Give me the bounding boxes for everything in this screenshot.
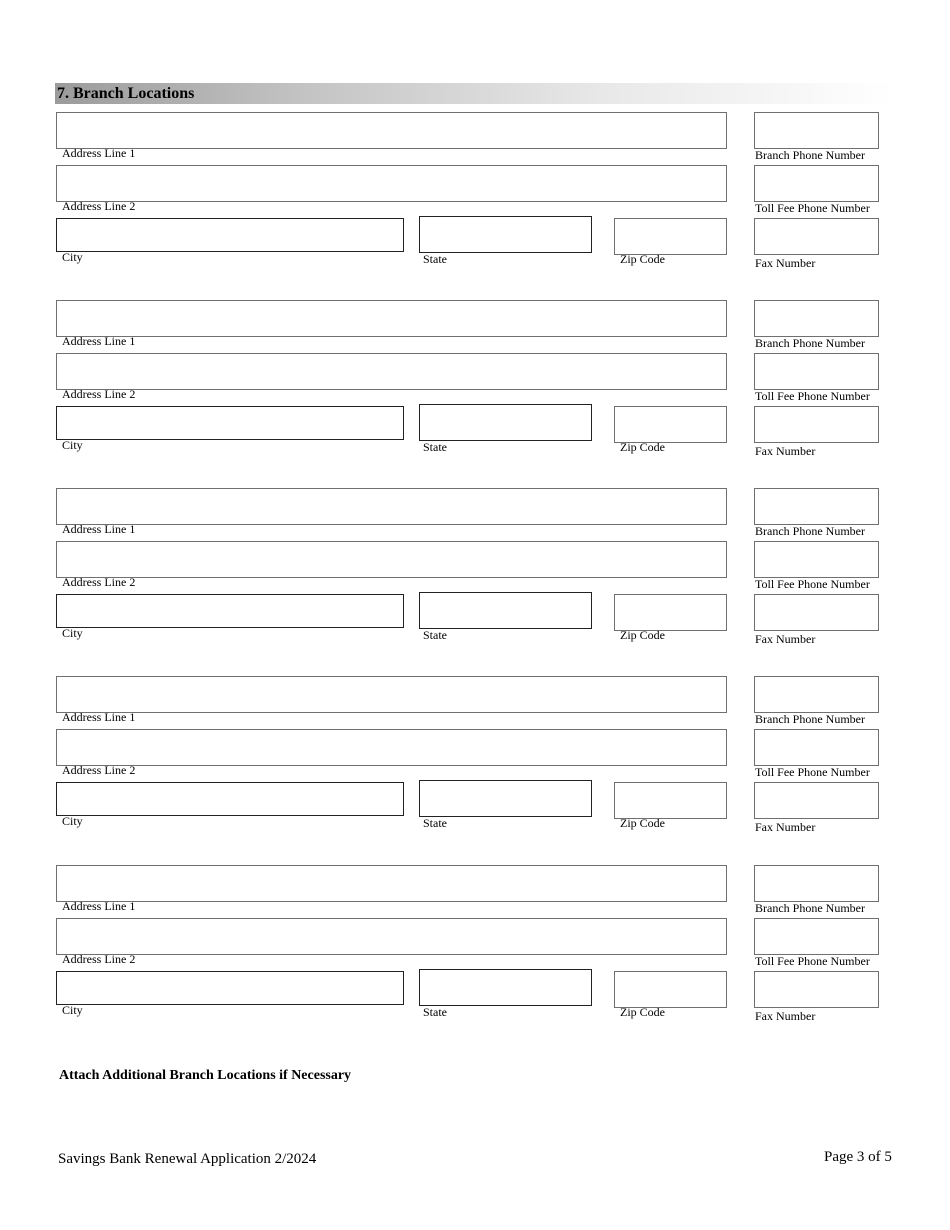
toll-free-phone-label: Toll Fee Phone Number bbox=[755, 389, 870, 403]
fax-number-label: Fax Number bbox=[755, 256, 816, 270]
branch-block-5 bbox=[0, 865, 950, 1035]
zip-code-input[interactable] bbox=[614, 218, 727, 255]
branch-phone-label: Branch Phone Number bbox=[755, 712, 865, 726]
address-line-2-input[interactable] bbox=[56, 729, 727, 766]
state-input[interactable] bbox=[419, 404, 592, 441]
state-label: State bbox=[423, 816, 447, 830]
city-input[interactable] bbox=[56, 782, 404, 816]
state-label: State bbox=[423, 440, 447, 454]
fax-number-input[interactable] bbox=[754, 594, 879, 631]
fax-number-input[interactable] bbox=[754, 406, 879, 443]
toll-free-phone-input[interactable] bbox=[754, 918, 879, 955]
city-input[interactable] bbox=[56, 594, 404, 628]
branch-block-1 bbox=[0, 112, 950, 282]
branch-phone-input[interactable] bbox=[754, 112, 879, 149]
state-label: State bbox=[423, 628, 447, 642]
branch-phone-input[interactable] bbox=[754, 300, 879, 337]
state-label: State bbox=[423, 1005, 447, 1019]
zip-code-label: Zip Code bbox=[620, 440, 665, 454]
toll-free-phone-input[interactable] bbox=[754, 165, 879, 202]
address-line-2-label: Address Line 2 bbox=[62, 575, 136, 589]
toll-free-phone-label: Toll Fee Phone Number bbox=[755, 765, 870, 779]
attach-note: Attach Additional Branch Locations if Necessary bbox=[59, 1068, 352, 1083]
zip-code-label: Zip Code bbox=[620, 628, 665, 642]
branch-phone-label: Branch Phone Number bbox=[755, 901, 865, 915]
fax-number-label: Fax Number bbox=[755, 820, 816, 834]
address-line-2-input[interactable] bbox=[56, 165, 727, 202]
toll-free-phone-label: Toll Fee Phone Number bbox=[755, 577, 870, 591]
city-input[interactable] bbox=[56, 971, 404, 1005]
fax-number-label: Fax Number bbox=[755, 1009, 816, 1023]
city-label: City bbox=[62, 250, 83, 264]
branch-phone-input[interactable] bbox=[754, 488, 879, 525]
state-input[interactable] bbox=[419, 216, 592, 253]
city-input[interactable] bbox=[56, 218, 404, 252]
address-line-1-label: Address Line 1 bbox=[62, 710, 136, 724]
footer-page-number: Page 3 of 5 bbox=[824, 1149, 892, 1165]
state-input[interactable] bbox=[419, 780, 592, 817]
footer-form-name: Savings Bank Renewal Application 2/2024 bbox=[58, 1151, 317, 1167]
toll-free-phone-input[interactable] bbox=[754, 729, 879, 766]
address-line-1-input[interactable] bbox=[56, 112, 727, 149]
fax-number-label: Fax Number bbox=[755, 632, 816, 646]
zip-code-input[interactable] bbox=[614, 971, 727, 1008]
zip-code-input[interactable] bbox=[614, 594, 727, 631]
state-label: State bbox=[423, 252, 447, 266]
address-line-2-input[interactable] bbox=[56, 353, 727, 390]
address-line-2-label: Address Line 2 bbox=[62, 387, 136, 401]
address-line-1-input[interactable] bbox=[56, 300, 727, 337]
section-title: 7. Branch Locations bbox=[57, 85, 195, 102]
toll-free-phone-label: Toll Fee Phone Number bbox=[755, 201, 870, 215]
zip-code-input[interactable] bbox=[614, 406, 727, 443]
city-label: City bbox=[62, 626, 83, 640]
address-line-1-input[interactable] bbox=[56, 676, 727, 713]
zip-code-label: Zip Code bbox=[620, 252, 665, 266]
branch-block-2 bbox=[0, 300, 950, 470]
fax-number-label: Fax Number bbox=[755, 444, 816, 458]
state-input[interactable] bbox=[419, 969, 592, 1006]
branch-phone-input[interactable] bbox=[754, 865, 879, 902]
branch-phone-input[interactable] bbox=[754, 676, 879, 713]
city-label: City bbox=[62, 438, 83, 452]
address-line-1-label: Address Line 1 bbox=[62, 522, 136, 536]
section-header bbox=[55, 83, 895, 104]
branch-phone-label: Branch Phone Number bbox=[755, 148, 865, 162]
toll-free-phone-input[interactable] bbox=[754, 353, 879, 390]
branch-phone-label: Branch Phone Number bbox=[755, 524, 865, 538]
address-line-1-input[interactable] bbox=[56, 865, 727, 902]
fax-number-input[interactable] bbox=[754, 971, 879, 1008]
fax-number-input[interactable] bbox=[754, 218, 879, 255]
city-input[interactable] bbox=[56, 406, 404, 440]
address-line-1-label: Address Line 1 bbox=[62, 146, 136, 160]
fax-number-input[interactable] bbox=[754, 782, 879, 819]
city-label: City bbox=[62, 814, 83, 828]
branch-phone-label: Branch Phone Number bbox=[755, 336, 865, 350]
address-line-2-label: Address Line 2 bbox=[62, 199, 136, 213]
address-line-2-input[interactable] bbox=[56, 541, 727, 578]
state-input[interactable] bbox=[419, 592, 592, 629]
address-line-2-label: Address Line 2 bbox=[62, 763, 136, 777]
branch-block-3 bbox=[0, 488, 950, 658]
address-line-2-label: Address Line 2 bbox=[62, 952, 136, 966]
zip-code-label: Zip Code bbox=[620, 1005, 665, 1019]
address-line-2-input[interactable] bbox=[56, 918, 727, 955]
address-line-1-label: Address Line 1 bbox=[62, 334, 136, 348]
zip-code-label: Zip Code bbox=[620, 816, 665, 830]
branch-block-4 bbox=[0, 676, 950, 846]
zip-code-input[interactable] bbox=[614, 782, 727, 819]
toll-free-phone-input[interactable] bbox=[754, 541, 879, 578]
toll-free-phone-label: Toll Fee Phone Number bbox=[755, 954, 870, 968]
address-line-1-input[interactable] bbox=[56, 488, 727, 525]
city-label: City bbox=[62, 1003, 83, 1017]
address-line-1-label: Address Line 1 bbox=[62, 899, 136, 913]
